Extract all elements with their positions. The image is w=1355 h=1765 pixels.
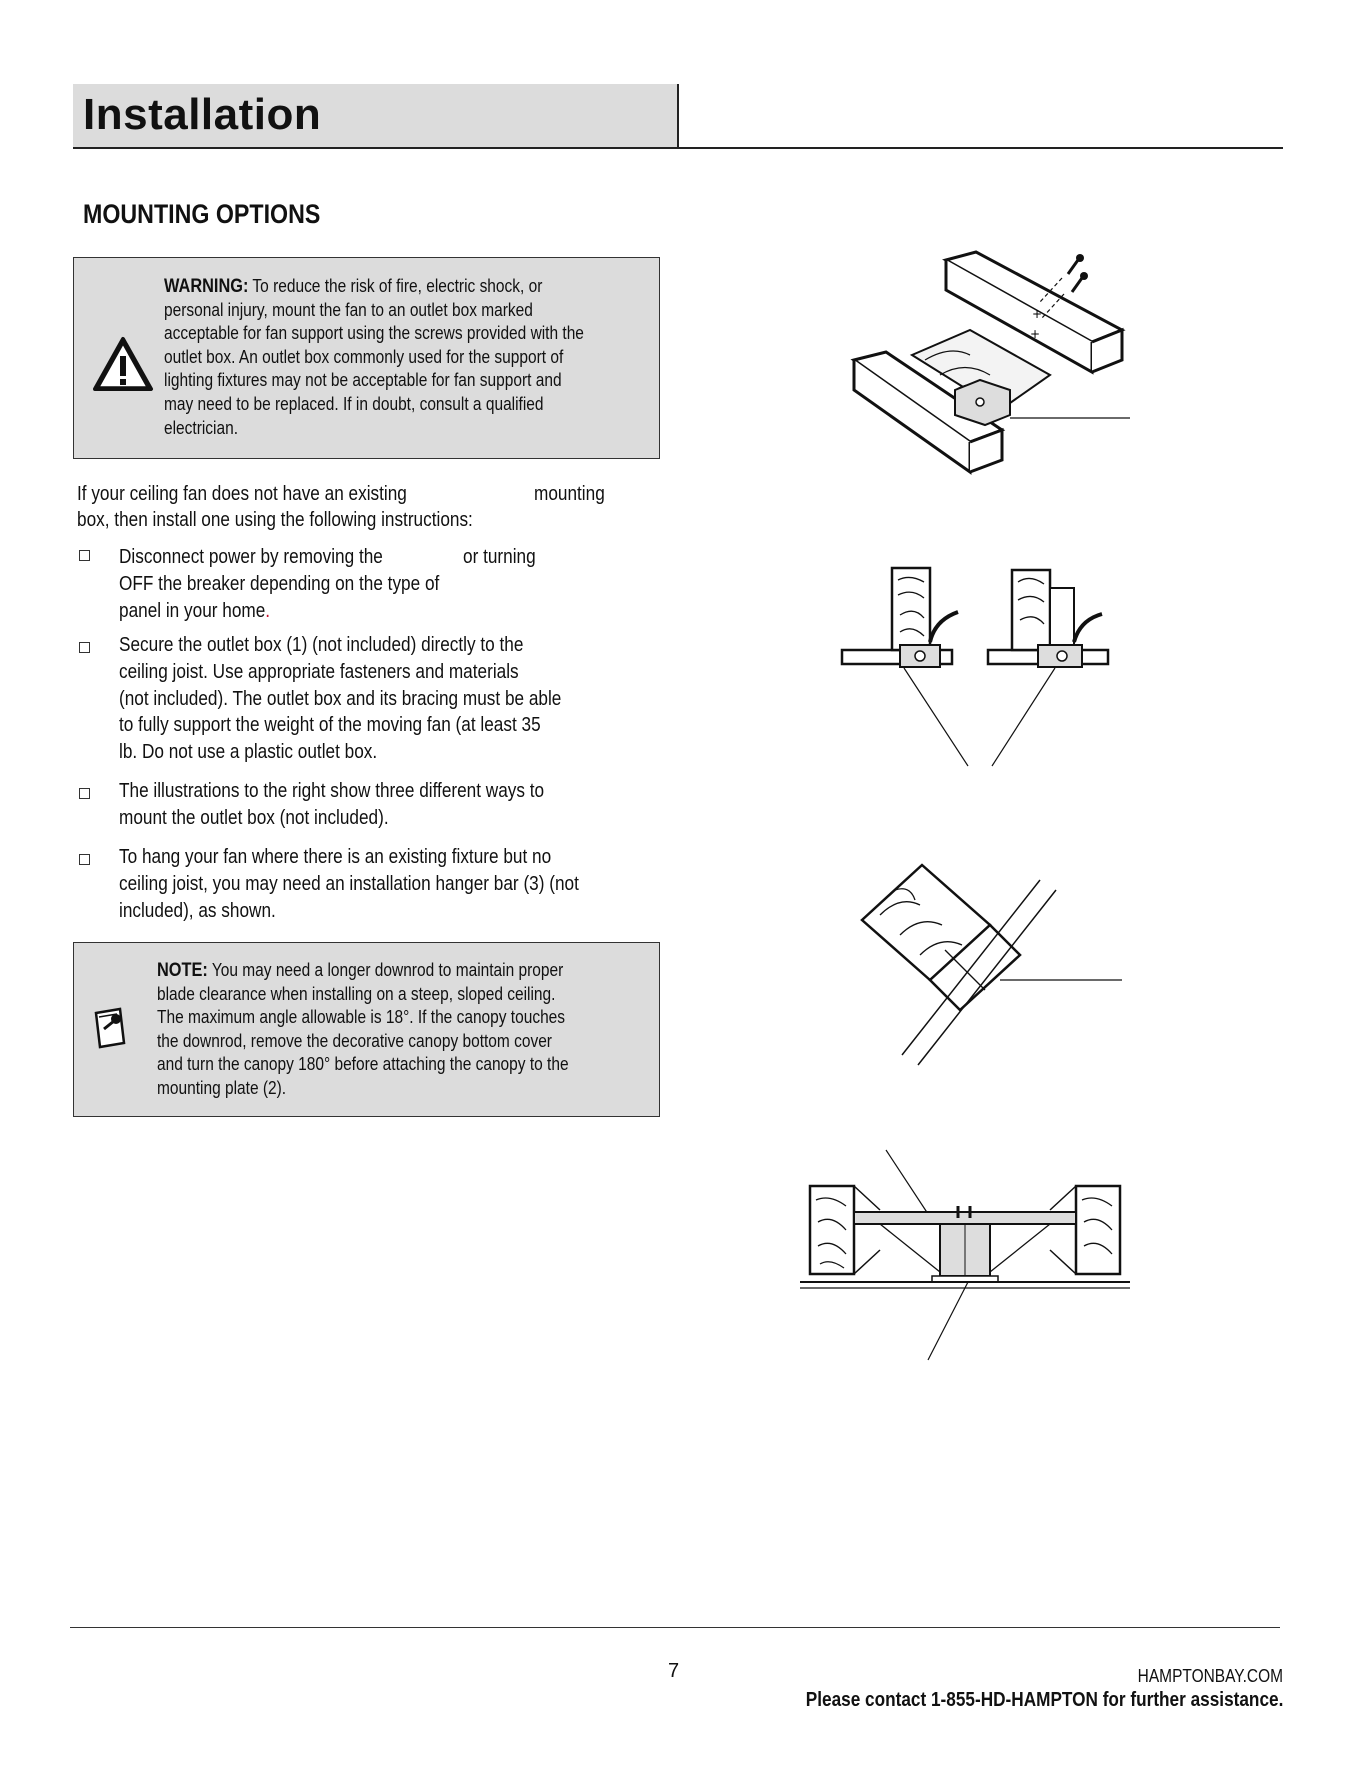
step-line: included), as shown. — [119, 900, 276, 922]
note-box — [73, 942, 660, 1117]
header-bar — [73, 84, 677, 148]
checkbox-bullet — [79, 642, 90, 653]
warning-line: electrician. — [164, 417, 239, 438]
note-text — [157, 959, 636, 1101]
illustration-joist-sections — [840, 560, 1140, 770]
intro-line: box, then install one using the following instructions: — [77, 509, 473, 531]
note-line: mounting plate (2). — [157, 1077, 287, 1098]
website-text: HAMPTONBAY.COM — [1137, 1666, 1283, 1686]
warning-line: acceptable for fan support using the screws provided with the — [164, 323, 584, 344]
page-title: Installation — [83, 90, 322, 139]
warning-label: WARNING: — [164, 276, 249, 297]
footer-website — [1114, 1666, 1283, 1687]
note-pushpin-icon — [90, 1005, 130, 1049]
warning-box — [73, 257, 660, 459]
step-line: lb. Do not use a plastic outlet box. — [119, 741, 378, 763]
note-line: and turn the canopy 180° before attaching the canopy to the — [157, 1054, 569, 1075]
illustration-sloped-ceiling — [860, 865, 1140, 1065]
step-line: Disconnect power by removing the — [119, 546, 383, 568]
step-line: panel in your home — [119, 600, 266, 622]
warning-line: outlet box. An outlet box commonly used for the support of — [164, 346, 564, 367]
illustration-hanger-bar — [800, 1150, 1140, 1370]
intro-line: mounting — [534, 483, 605, 505]
page-number: 7 — [668, 1660, 680, 1682]
note-line: the downrod, remove the decorative canopy bottom cover — [157, 1030, 552, 1051]
step-line: OFF the breaker depending on the type of — [119, 573, 440, 595]
note-line: You may need a longer downrod to maintain proper — [207, 960, 564, 980]
section-title: MOUNTING OPTIONS — [83, 199, 321, 229]
step-line: (not included). The outlet box and its bracing must be able — [119, 688, 562, 710]
warning-line: may need to be replaced. If in doubt, consult a qualified — [164, 393, 544, 414]
contact-text: Please contact 1-855-HD-HAMPTON for further assistance. — [805, 1689, 1283, 1711]
step-line: to fully support the weight of the moving fan (at least 35 — [119, 714, 541, 736]
note-line: blade clearance when installing on a steep, sloped ceiling. — [157, 983, 556, 1004]
checkbox-bullet — [79, 854, 90, 865]
step-line: Secure the outlet box (1) (not included) directly to the — [119, 634, 524, 656]
svg-text:+: + — [1032, 307, 1043, 321]
checkbox-bullet — [79, 550, 90, 561]
warning-line: lighting fixtures may not be acceptable for fan support and — [164, 370, 562, 391]
header-divider — [677, 84, 679, 149]
illustration-joist-outlet-box — [850, 250, 1150, 480]
intro-line: If your ceiling fan does not have an existing — [77, 483, 407, 505]
checkbox-bullet — [79, 788, 90, 799]
step-line: or turning — [463, 546, 536, 568]
step-line: ceiling joist, you may need an installation hanger bar (3) (not — [119, 873, 579, 895]
step-line: mount the outlet box (not included). — [119, 807, 389, 829]
warning-line: To reduce the risk of fire, electric shock, or — [248, 276, 543, 296]
step-line-suffix: . — [265, 600, 271, 622]
step-line: ceiling joist. Use appropriate fasteners and materials — [119, 661, 519, 683]
step-line: The illustrations to the right show three different ways to — [119, 780, 545, 802]
svg-text:+: + — [1030, 327, 1041, 341]
warning-line: personal injury, mount the fan to an outlet box marked — [164, 299, 533, 320]
footer-contact — [728, 1689, 1283, 1712]
footer-rule — [70, 1627, 1280, 1628]
note-label: NOTE: — [157, 960, 208, 981]
warning-text — [164, 275, 652, 440]
header-rule — [73, 147, 1283, 149]
note-line: The maximum angle allowable is 18°. If the canopy touches — [157, 1007, 566, 1028]
step-line: To hang your fan where there is an existing fixture but no — [119, 846, 552, 868]
warning-triangle-icon — [92, 336, 154, 392]
